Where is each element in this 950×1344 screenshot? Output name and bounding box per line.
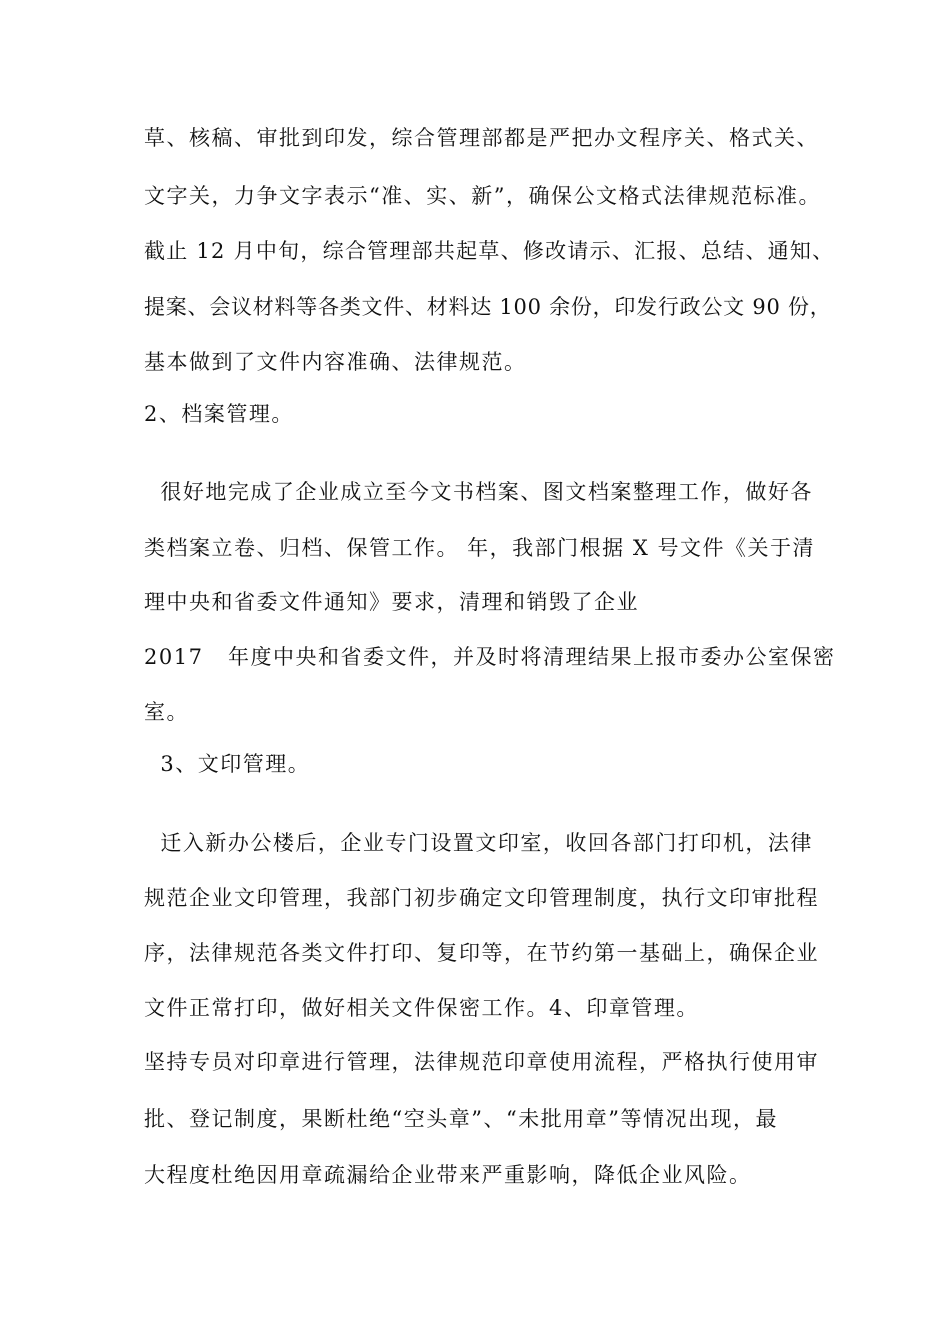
paragraph-line: 类档案立卷、归档、保管工作。 年，我部门根据 X 号文件《关于清 [144, 536, 815, 560]
paragraph-line: 草、核稿、审批到印发，综合管理部都是严把办文程序关、格式关、 [144, 126, 819, 150]
paragraph-line: 室。 [144, 700, 189, 724]
paragraph-line: 序，法律规范各类文件打印、复印等，在节约第一基础上，确保企业 [144, 941, 819, 965]
paragraph-line: 截止 12 月中旬，综合管理部共起草、修改请示、汇报、总结、通知、 [144, 239, 835, 263]
paragraph-line: 理中央和省委文件通知》要求，清理和销毁了企业 [144, 590, 639, 614]
paragraph-line: 文字关，力争文字表示“准、实、新”，确保公文格式法律规范标准。 [144, 184, 821, 208]
paragraph-line: 规范企业文印管理，我部门初步确定文印管理制度，执行文印审批程 [144, 886, 819, 910]
paragraph-line: 基本做到了文件内容准确、法律规范。 [144, 350, 527, 374]
section-heading-archives: 2、档案管理。 [144, 402, 294, 426]
section-heading-printing: 3、文印管理。 [144, 752, 311, 776]
paragraph-line: 文件正常打印，做好相关文件保密工作。4、印章管理。 [144, 996, 699, 1020]
paragraph-line: 提案、会议材料等各类文件、材料达 100 余份，印发行政公文 90 份， [144, 295, 832, 319]
paragraph-line: 大程度杜绝因用章疏漏给企业带来严重影响，降低企业风险。 [144, 1163, 752, 1187]
paragraph-line: 很好地完成了企业成立至今文书档案、图文档案整理工作，做好各 [144, 480, 813, 504]
paragraph-line: 坚持专员对印章进行管理，法律规范印章使用流程，严格执行使用审 [144, 1050, 819, 1074]
paragraph-line: 迁入新办公楼后，企业专门设置文印室，收回各部门打印机，法律 [144, 831, 813, 855]
paragraph-line: 2017 年度中央和省委文件，并及时将清理结果上报市委办公室保密 [144, 645, 836, 669]
paragraph-line: 批、登记制度，果断杜绝“空头章”、“未批用章”等情况出现，最 [144, 1107, 778, 1131]
